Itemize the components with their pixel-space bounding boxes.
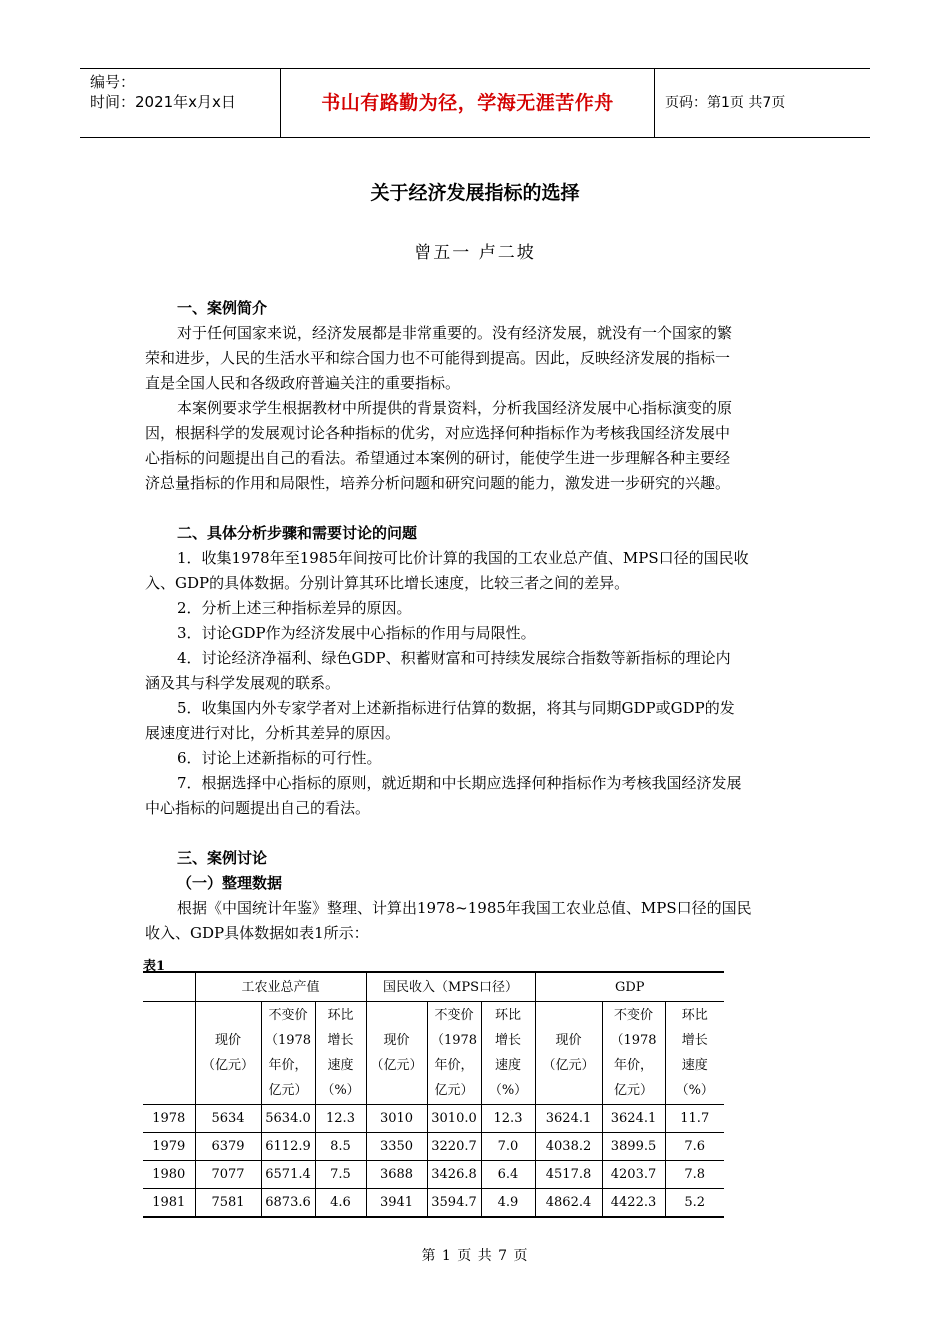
table-cell: 7.0 [481, 1133, 535, 1161]
header-motto-cell [281, 69, 655, 137]
document-title: 关于经济发展指标的选择 [370, 182, 580, 204]
list-item: 展速度进行对比，分析其差异的原因。 [145, 724, 401, 742]
header-left-cell [80, 69, 281, 137]
column-header: 不变价 （1978 年价， 亿元） [261, 1002, 315, 1105]
paragraph-line: 因，根据科学的发展观讨论各种指标的优劣，对应选择何种指标作为考核我国经济发展中 [145, 424, 731, 442]
list-item: 3．讨论GDP作为经济发展中心指标的作用与局限性。 [177, 624, 536, 642]
table-cell: 4.9 [481, 1189, 535, 1218]
column-header: 不变价 （1978 年价， 亿元） [602, 1002, 665, 1105]
list-item: 入、GDP的具体数据。分别计算其环比增长速度，比较三者之间的差异。 [145, 574, 630, 592]
table-cell: 7.6 [665, 1133, 724, 1161]
table-cell: 3941 [366, 1189, 427, 1218]
table-cell: 6379 [195, 1133, 261, 1161]
table-label: 表1 [143, 959, 166, 974]
paragraph-line: 心指标的问题提出自己的看法。希望通过本案例的研讨，能使学生进一步理解各种主要经 [145, 449, 731, 467]
column-header: 不变价 （1978 年价， 亿元） [427, 1002, 481, 1105]
year-cell: 1980 [143, 1161, 195, 1189]
number-label: 编号： [90, 73, 136, 91]
table-row [143, 1189, 724, 1218]
page-footer: 第 1 页 共 7 页 [421, 1248, 529, 1264]
section-heading-steps: 二、具体分析步骤和需要讨论的问题 [177, 524, 418, 542]
table-cell: 4862.4 [535, 1189, 602, 1218]
list-item: 中心指标的问题提出自己的看法。 [145, 799, 371, 817]
table-cell: 12.3 [315, 1105, 366, 1133]
table-cell: 5634 [195, 1105, 261, 1133]
list-item: 4．讨论经济净福利、绿色GDP、积蓄财富和可持续发展综合指数等新指标的理论内 [177, 649, 731, 667]
table-cell: 5.2 [665, 1189, 724, 1218]
motto: 书山有路勤为径，学海无涯苦作舟 [321, 92, 614, 114]
page-code: 页码：第1页 共7页 [665, 95, 786, 111]
table-cell: 3220.7 [427, 1133, 481, 1161]
table-cell: 5634.0 [261, 1105, 315, 1133]
document-header [80, 68, 870, 138]
header-page-cell [655, 69, 870, 137]
year-cell: 1981 [143, 1189, 195, 1218]
table-cell: 6.4 [481, 1161, 535, 1189]
corner-cell [143, 972, 195, 1002]
table-row [143, 1105, 724, 1133]
table-cell: 4203.7 [602, 1161, 665, 1189]
table-cell: 3010 [366, 1105, 427, 1133]
column-header: 现价 （亿元） [366, 1002, 427, 1105]
table-cell: 4038.2 [535, 1133, 602, 1161]
table-cell: 3350 [366, 1133, 427, 1161]
subsection-heading: （一）整理数据 [177, 874, 283, 892]
list-item: 6．讨论上述新指标的可行性。 [177, 749, 382, 767]
section-heading-intro: 一、案例简介 [177, 299, 268, 317]
table-cell: 4422.3 [602, 1189, 665, 1218]
table-cell: 8.5 [315, 1133, 366, 1161]
column-header: 环比 增长 速度 （%） [665, 1002, 724, 1105]
table-row [143, 1161, 724, 1189]
paragraph-line: 直是全国人民和各级政府普遍关注的重要指标。 [145, 374, 461, 392]
paragraph-line: 收入、GDP具体数据如表1所示： [145, 924, 369, 942]
authors: 曾五一 卢二坡 [414, 243, 536, 263]
table-cell: 11.7 [665, 1105, 724, 1133]
table-cell: 3594.7 [427, 1189, 481, 1218]
paragraph-line: 本案例要求学生根据教材中所提供的背景资料，分析我国经济发展中心指标演变的原 [177, 399, 733, 417]
group-header: 国民收入（MPS口径） [366, 972, 535, 1002]
table-cell: 4.6 [315, 1189, 366, 1218]
year-cell: 1978 [143, 1105, 195, 1133]
time-label: 时间：2021年x月x日 [90, 93, 236, 111]
document-body [145, 296, 807, 946]
table-cell: 3624.1 [602, 1105, 665, 1133]
paragraph-line: 根据《中国统计年鉴》整理、计算出1978~1985年我国工农业总值、MPS口径的国民 [177, 899, 752, 917]
paragraph-line: 对于任何国家来说，经济发展都是非常重要的。没有经济发展，就没有一个国家的繁 [177, 324, 733, 342]
table-cell: 6112.9 [261, 1133, 315, 1161]
table-cell: 7.8 [665, 1161, 724, 1189]
table-cell: 7077 [195, 1161, 261, 1189]
table-cell: 3899.5 [602, 1133, 665, 1161]
table-cell: 3426.8 [427, 1161, 481, 1189]
section-heading-discussion: 三、案例讨论 [177, 849, 268, 867]
table-cell: 3624.1 [535, 1105, 602, 1133]
year-cell: 1979 [143, 1133, 195, 1161]
table-cell: 3010.0 [427, 1105, 481, 1133]
table-cell: 6571.4 [261, 1161, 315, 1189]
list-item: 2．分析上述三种指标差异的原因。 [177, 599, 412, 617]
data-table [143, 971, 724, 1218]
group-header: GDP [535, 972, 724, 1002]
table-row [143, 1133, 724, 1161]
list-item: 5．收集国内外专家学者对上述新指标进行估算的数据，将其与同期GDP或GDP的发 [177, 699, 735, 717]
group-header: 工农业总产值 [195, 972, 366, 1002]
column-header: 现价 （亿元） [195, 1002, 261, 1105]
table-cell: 7.5 [315, 1161, 366, 1189]
corner-cell [143, 1002, 195, 1105]
table-cell: 6873.6 [261, 1189, 315, 1218]
table-cell: 12.3 [481, 1105, 535, 1133]
list-item: 1．收集1978年至1985年间按可比价计算的我国的工农业总产值、MPS口径的国民收 [177, 549, 749, 567]
paragraph-line: 济总量指标的作用和局限性，培养分析问题和研究问题的能力，激发进一步研究的兴趣。 [145, 474, 731, 492]
paragraph-line: 荣和进步，人民的生活水平和综合国力也不可能得到提高。因此，反映经济发展的指标一 [145, 349, 731, 367]
list-item: 涵及其与科学发展观的联系。 [145, 674, 341, 692]
table-cell: 3688 [366, 1161, 427, 1189]
column-header: 现价 （亿元） [535, 1002, 602, 1105]
table-cell: 7581 [195, 1189, 261, 1218]
table-cell: 4517.8 [535, 1161, 602, 1189]
column-header: 环比 增长 速度 （%） [315, 1002, 366, 1105]
list-item: 7．根据选择中心指标的原则，就近期和中长期应选择何种指标作为考核我国经济发展 [177, 774, 742, 792]
column-header: 环比 增长 速度 （%） [481, 1002, 535, 1105]
